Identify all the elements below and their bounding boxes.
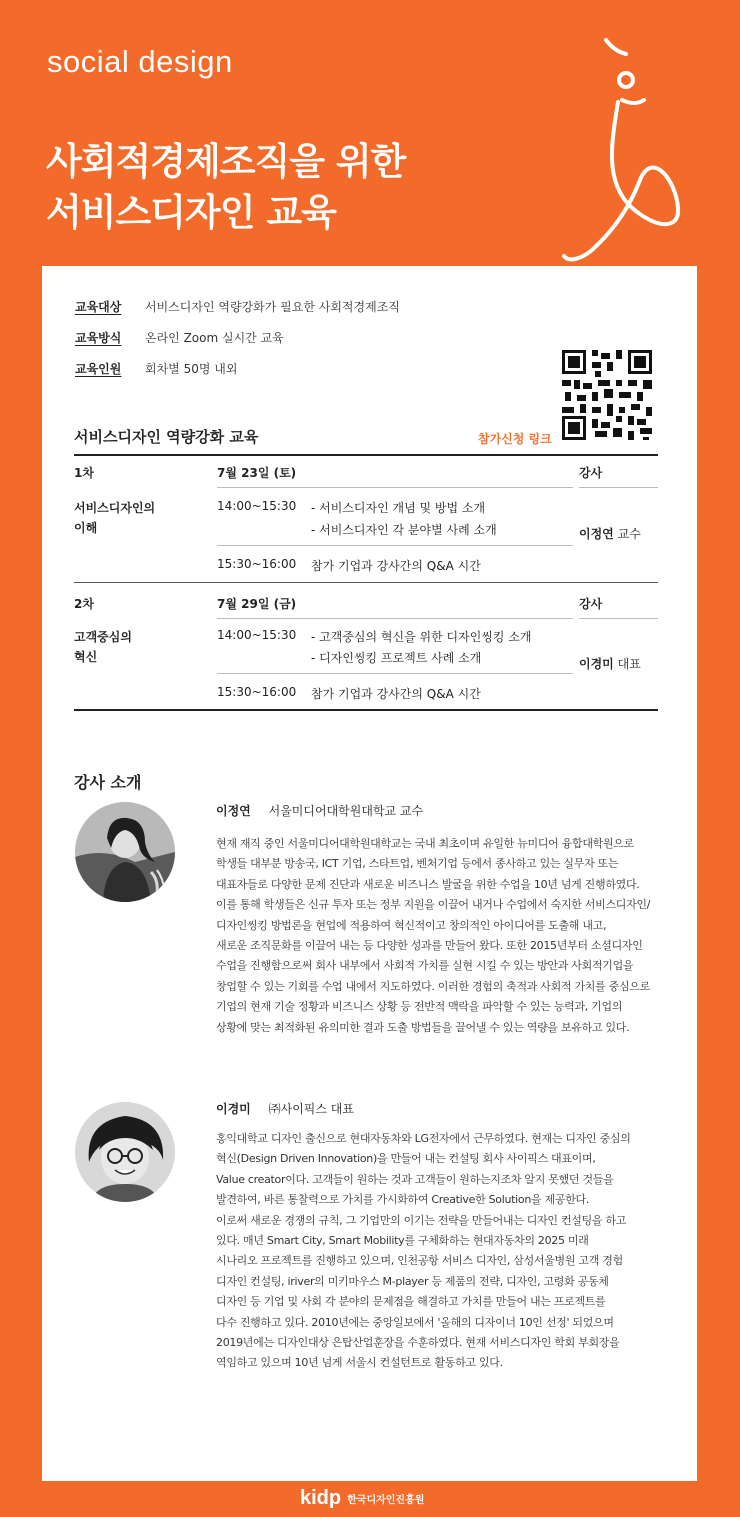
divider [74, 709, 658, 711]
session1-date: 7월 23일 (토) [217, 466, 297, 480]
instructor1-bio: 현재 재직 중인 서울미디어대학원대학교는 국내 최초이며 유일한 뉴미디어 융합대학원으로 학생들 대부분 방송국, ICT 기업, 스타트업, 벤처기업 등에서 종사하고 있는 실무자 또는 대표자들로 다양한 문제 진단과 새로운 비즈니스 발굴을 위한 수업을 10년 넘게 진행하였다. 이를 통해 학생들은 신규 투자 또는 정부 지원을 이끌어 내거나 수업에서 숙지한 서비스디자인/ 디자인씽킹 방법론을 현업에 적용하여 혁신적이고 창의적인 아이디어를 도출해 내고, 새로운 조직문화를 이끌어 내는 등 다양한 성과를 만들어 왔다. 또한 2015년부터 소셜디자인 수업을 진행함으로써 회사 내부에서 사회적 가치를 실현 시킬 수 있는 방안과 사회적기업을 창업할 수 있는 기회를 수업 내에서 지도하였다. 이러한 경험의 축적과 사회적 가치를 중심으로 기업의 현재 기술 정황과 비즈니스 상황 등 전반적 맥락을 파악할 수 있는 능력과, 기업의 상황에 맞는 최적화된 유의미한 결과 도출 방법들을 끌어낼 수 있는 역량을 보유하고 있다. [216, 837, 651, 1034]
session2-slot2-item: 참가 기업과 강사간의 Q&A 시간 [311, 687, 481, 701]
content-card [42, 266, 697, 1481]
instructors-section-title: 강사 소개 [74, 773, 142, 792]
session1-slot1-time: 14:00~15:30 [217, 499, 297, 513]
person-doodle-icon [560, 30, 700, 270]
divider [217, 673, 573, 674]
info-row-method: 교육방식 온라인 Zoom 실시간 교육 [75, 331, 284, 345]
session1-instructor-header: 강사 [579, 466, 603, 480]
instructor1-name-line: 이정연 서울미디어대학원대학교 교수 [216, 804, 424, 818]
session1-round: 1차 [74, 466, 94, 480]
divider [74, 454, 658, 456]
session1-slot2-time: 15:30~16:00 [217, 557, 297, 571]
instructor2-name-line: 이경미 ㈜사이픽스 대표 [216, 1102, 354, 1116]
session2-slot1-item2: - 디자인씽킹 프로젝트 사례 소개 [311, 651, 482, 665]
qr-code-icon[interactable] [562, 350, 652, 440]
divider [217, 545, 573, 546]
instructor1-photo [75, 802, 175, 902]
session1-topic: 서비스디자인의 이해 [74, 501, 156, 535]
session2-slot1-time: 14:00~15:30 [217, 628, 297, 642]
session1-instructor: 이정연 교수 [579, 527, 641, 541]
session1-slot1-item2: - 서비스디자인 각 분야별 사례 소개 [311, 523, 497, 537]
divider [217, 618, 573, 619]
footer-org-name: 한국디자인진흥원 [347, 1495, 425, 1506]
footer [300, 1487, 424, 1510]
session2-instructor: 이경미 대표 [579, 657, 641, 671]
instructor2-bio: 홍익대학교 디자인 출신으로 현대자동차와 LG전자에서 근무하였다. 현재는 디자인 중심의 혁신(Design Driven Innovation)을 만들어 내는 컨설팅 회사 사이픽스 대표이며, Value creator이다. 고객들이 원하는 것과 고객들이 원하는지조차 알지 못했던 것들을 발견하여, 바른 통찰력으로 가치를 가시화하여 Creative한 Solution을 제공한다. 이로써 새로운 경쟁의 규칙, 그 기업만의 이기는 전략을 만들어내는 디자인 컨설팅을 하고 있다. 매년 Smart City, Smart Mobility를 구체화하는 현대자동차의 2025 미래 시나리오 프로젝트를 진행하고 있으며, 인천공항 서비스 디자인, 삼성서울병원 고객 경험 디자인 컨설팅, iriver의 미키마우스 M-player 등 제품의 전략, 디자인, 고령화 공동체 디자인 등 기업 및 사회 각 분야의 문제점을 해결하고 가치를 만들어 내는 프로젝트를 다수 진행하고 있다. 2010년에는 중앙일보에서 '올해의 디자이너 10인 선정' 되었으며 2019년에는 디자인대상 은탑산업훈장을 수훈하였다. 현재 서비스디자인 학회 부회장을 역임하고 있으며 10년 넘게 서울시 컨설턴트로 활동하고 있다. [216, 1132, 631, 1370]
kidp-logo: kidp [300, 1487, 342, 1509]
divider [579, 487, 658, 488]
apply-link[interactable]: 참가신청 링크 [478, 432, 552, 446]
info-row-target: 교육대상 서비스디자인 역량강화가 필요한 사회적경제조직 [75, 300, 400, 314]
page-title: 사회적경제조직을 위한 서비스디자인 교육 [46, 140, 406, 234]
session2-topic: 고객중심의 혁신 [74, 630, 132, 664]
session2-slot2-time: 15:30~16:00 [217, 685, 297, 699]
divider [579, 618, 658, 619]
instructor2-photo [75, 1102, 175, 1202]
session2-slot1-item1: - 고객중심의 혁신을 위한 디자인씽킹 소개 [311, 630, 532, 644]
brand-logo: social design [47, 44, 233, 79]
session1-slot2-item: 참가 기업과 강사간의 Q&A 시간 [311, 559, 481, 573]
divider [74, 582, 658, 583]
session1-slot1-item1: - 서비스디자인 개념 및 방법 소개 [311, 501, 486, 515]
info-row-capacity: 교육인원 회차별 50명 내외 [75, 362, 238, 376]
session2-date: 7월 29일 (금) [217, 597, 297, 611]
divider [217, 487, 573, 488]
schedule-title: 서비스디자인 역량강화 교육 [74, 428, 259, 446]
session2-instructor-header: 강사 [579, 597, 603, 611]
session2-round: 2차 [74, 597, 94, 611]
